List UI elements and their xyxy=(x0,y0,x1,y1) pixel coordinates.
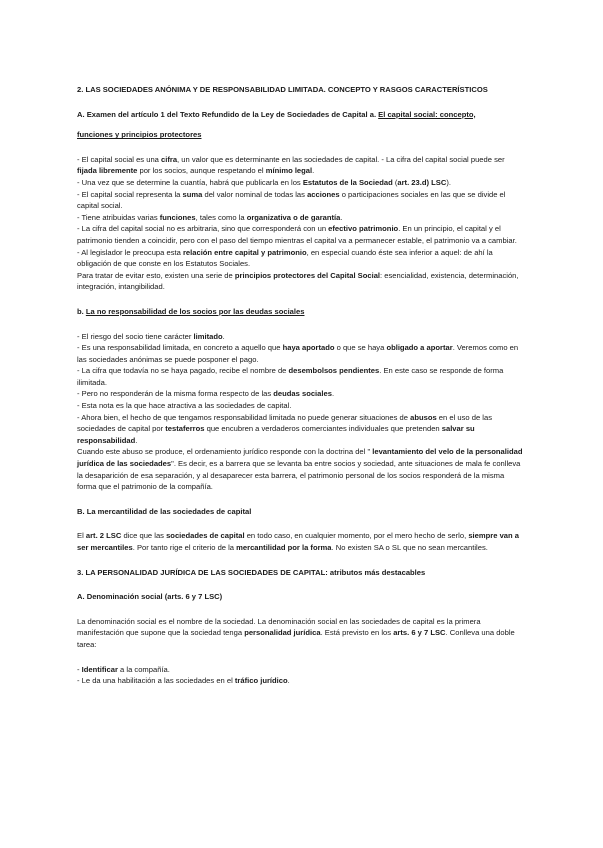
section-2-heading: 2. LAS SOCIEDADES ANÓNIMA Y DE RESPONSABILIDAD LIMITADA. CONCEPTO Y RASGOS CARACTERÍSTICOS xyxy=(77,85,488,94)
document-content xyxy=(77,84,523,687)
bold-term: obligado a aportar xyxy=(386,343,453,353)
list-item: Para tratar de evitar esto, existen una serie de principios protectores del Capital Social: esencialidad, existencia, determinación, integración, intangibilidad. xyxy=(77,270,519,292)
bold-term: organizativa o de garantía xyxy=(246,212,341,222)
list-item: - Es una responsabilidad limitada, en concreto a aquello que haya aportado o que se haya obligado a aportar. Veremos como en las sociedades anónimas se puede posponer el pago. xyxy=(77,343,519,364)
mercantilidad-heading: B. La mercantilidad de las sociedades de capital xyxy=(77,506,252,516)
bold-term: mercantilidad por la forma xyxy=(236,543,332,552)
subsection-a-label: A. Examen del artículo 1 del Texto Refundido de la Ley de Sociedades de Capital a. xyxy=(77,109,379,119)
bold-term: personalidad jurídica xyxy=(244,628,321,638)
bold-term: principios protectores del Capital Social xyxy=(234,270,381,280)
list-item: - Esta nota es la que hace atractiva a las sociedades de capital. xyxy=(77,401,292,411)
bold-term: Estatutos de la Sociedad xyxy=(302,177,393,187)
bold-term: art. 23.d) LSC xyxy=(397,177,447,187)
capital-social-list xyxy=(77,154,523,293)
list-item: - El riesgo del socio tiene carácter limitado. xyxy=(77,331,225,341)
bold-term: testaferros xyxy=(165,424,205,434)
bold-term: acciones xyxy=(307,189,340,199)
mercantilidad-paragraph: El art. 2 LSC dice que las sociedades de capital en todo caso, en cualquier momento, por el mero hecho de serlo, siempre van a ser mercantiles. Por tanto rige el criterio de la mercantilidad por la forma. No existen SA o SL que no sean mercantiles. xyxy=(77,531,519,552)
list-item: - La cifra del capital social no es arbitraria, sino que corresponderá con un efectivo patrimonio. En un principio, el capital y el patrimonio tienden a coincidir, pero con el paso del tiempo mientras el capital va a permanecer estable, el patrimonio va a cambiar. xyxy=(77,224,517,245)
bold-term: fijada libremente xyxy=(77,166,138,176)
bold-term: suma xyxy=(182,189,203,199)
bold-term: cifra xyxy=(161,154,178,164)
denominacion-paragraph: La denominación social es el nombre de la sociedad. La denominación social en las sociedades de capital es la primera manifestación que supone que la sociedad tenga personalidad jurídica. Está previsto en los arts. 6 y 7 LSC. Conlleva una doble tarea: xyxy=(77,616,515,649)
bold-term: limitado xyxy=(193,331,223,341)
bold-term: siempre van a ser mercantiles xyxy=(77,531,519,552)
bold-term: desembolsos pendientes xyxy=(288,366,380,376)
list-item: - Al legislador le preocupa esta relación entre capital y patrimonio, en especial cuando éste sea inferior a aquel: de ahí la obligación de que conste en los Estatutos Sociales. xyxy=(77,247,493,269)
denominacion-heading: A. Denominación social (arts. 6 y 7 LSC) xyxy=(77,592,223,602)
denominacion-list xyxy=(77,664,523,687)
list-item: - Pero no responderán de la misma forma respecto de las deudas sociales. xyxy=(77,389,335,399)
bold-term: sociedades de capital xyxy=(166,531,245,541)
list-item: - La cifra que todavía no se haya pagado, recibe el nombre de desembolsos pendientes. En este caso se responde de forma ilimitada. xyxy=(77,366,504,387)
bold-term: relación entre capital y patrimonio xyxy=(182,247,307,257)
bold-term: Identificar xyxy=(81,664,118,674)
bold-term: funciones xyxy=(159,212,196,222)
subsection-a-underlined-1: El capital social: concepto, xyxy=(378,109,476,119)
list-item: - Tiene atribuidas varias funciones, tales como la organizativa o de garantía. xyxy=(77,212,343,222)
bold-term: salvar su responsabilidad xyxy=(77,424,475,445)
list-item: - Le da una habilitación a las sociedades en el tráfico jurídico. xyxy=(77,676,290,686)
list-item: - El capital social es una cifra, un valor que es determinante en las sociedades de capital. - La cifra del capital social puede ser fijada libremente por los socios, aunque respetando el mínimo legal. xyxy=(77,154,505,176)
bold-term: tráfico jurídico xyxy=(234,676,288,686)
list-item: - Ahora bien, el hecho de que tengamos responsabilidad limitada no puede generar situaciones de abusos en el uso de las sociedades de capital por testaferros que encubren a verdaderos comerciantes individuales que pretenden salvar su responsabilidad. xyxy=(77,412,492,445)
bold-term: art. 2 LSC xyxy=(85,531,122,541)
subsection-a-heading xyxy=(77,109,523,121)
list-item: - Una vez que se determine la cuantía, habrá que publicarla en los Estatutos de la Sociedad (art. 23.d) LSC). xyxy=(77,177,451,187)
bold-term: abusos xyxy=(410,412,437,422)
list-item: - Identificar a la compañía. xyxy=(77,664,170,674)
subsection-b-underlined: La no responsabilidad de los socios por las deudas sociales xyxy=(85,306,305,316)
section-3-heading: 3. LA PERSONALIDAD JURÍDICA DE LAS SOCIEDADES DE CAPITAL: atributos más destacables xyxy=(77,567,426,577)
bold-term: haya aportado xyxy=(282,343,335,353)
subsection-b-heading xyxy=(77,306,523,318)
responsabilidad-list xyxy=(77,331,523,493)
bold-term: arts. 6 y 7 LSC xyxy=(393,628,446,638)
bold-term: mínimo legal xyxy=(265,166,313,176)
bold-term: efectivo patrimonio xyxy=(328,224,399,234)
subsection-a-heading-cont xyxy=(77,129,523,141)
bold-term: levantamiento del velo de la personalidad jurídica de las sociedades xyxy=(77,447,523,469)
subsection-a-underlined-2: funciones y principios protectores xyxy=(77,130,202,140)
list-item: Cuando este abuso se produce, el ordenamiento jurídico responde con la doctrina del " levantamiento del velo de la personalidad jurídica de las sociedades". Es decir, es a barrera que se levanta ba entre socios y sociedad, ante situaciones de mala fe conlleva la desaparición de esa separación, y al desaparecer esta barrera, el patrimonio personal de los socios responderá de la misma forma que el patrimonio de la compañía. xyxy=(77,447,523,492)
list-item: - El capital social representa la suma del valor nominal de todas las acciones o participaciones sociales en las que se divide el capital social. xyxy=(77,189,506,211)
subsection-b-label: b. xyxy=(77,306,86,316)
bold-term: deudas sociales xyxy=(273,389,332,399)
